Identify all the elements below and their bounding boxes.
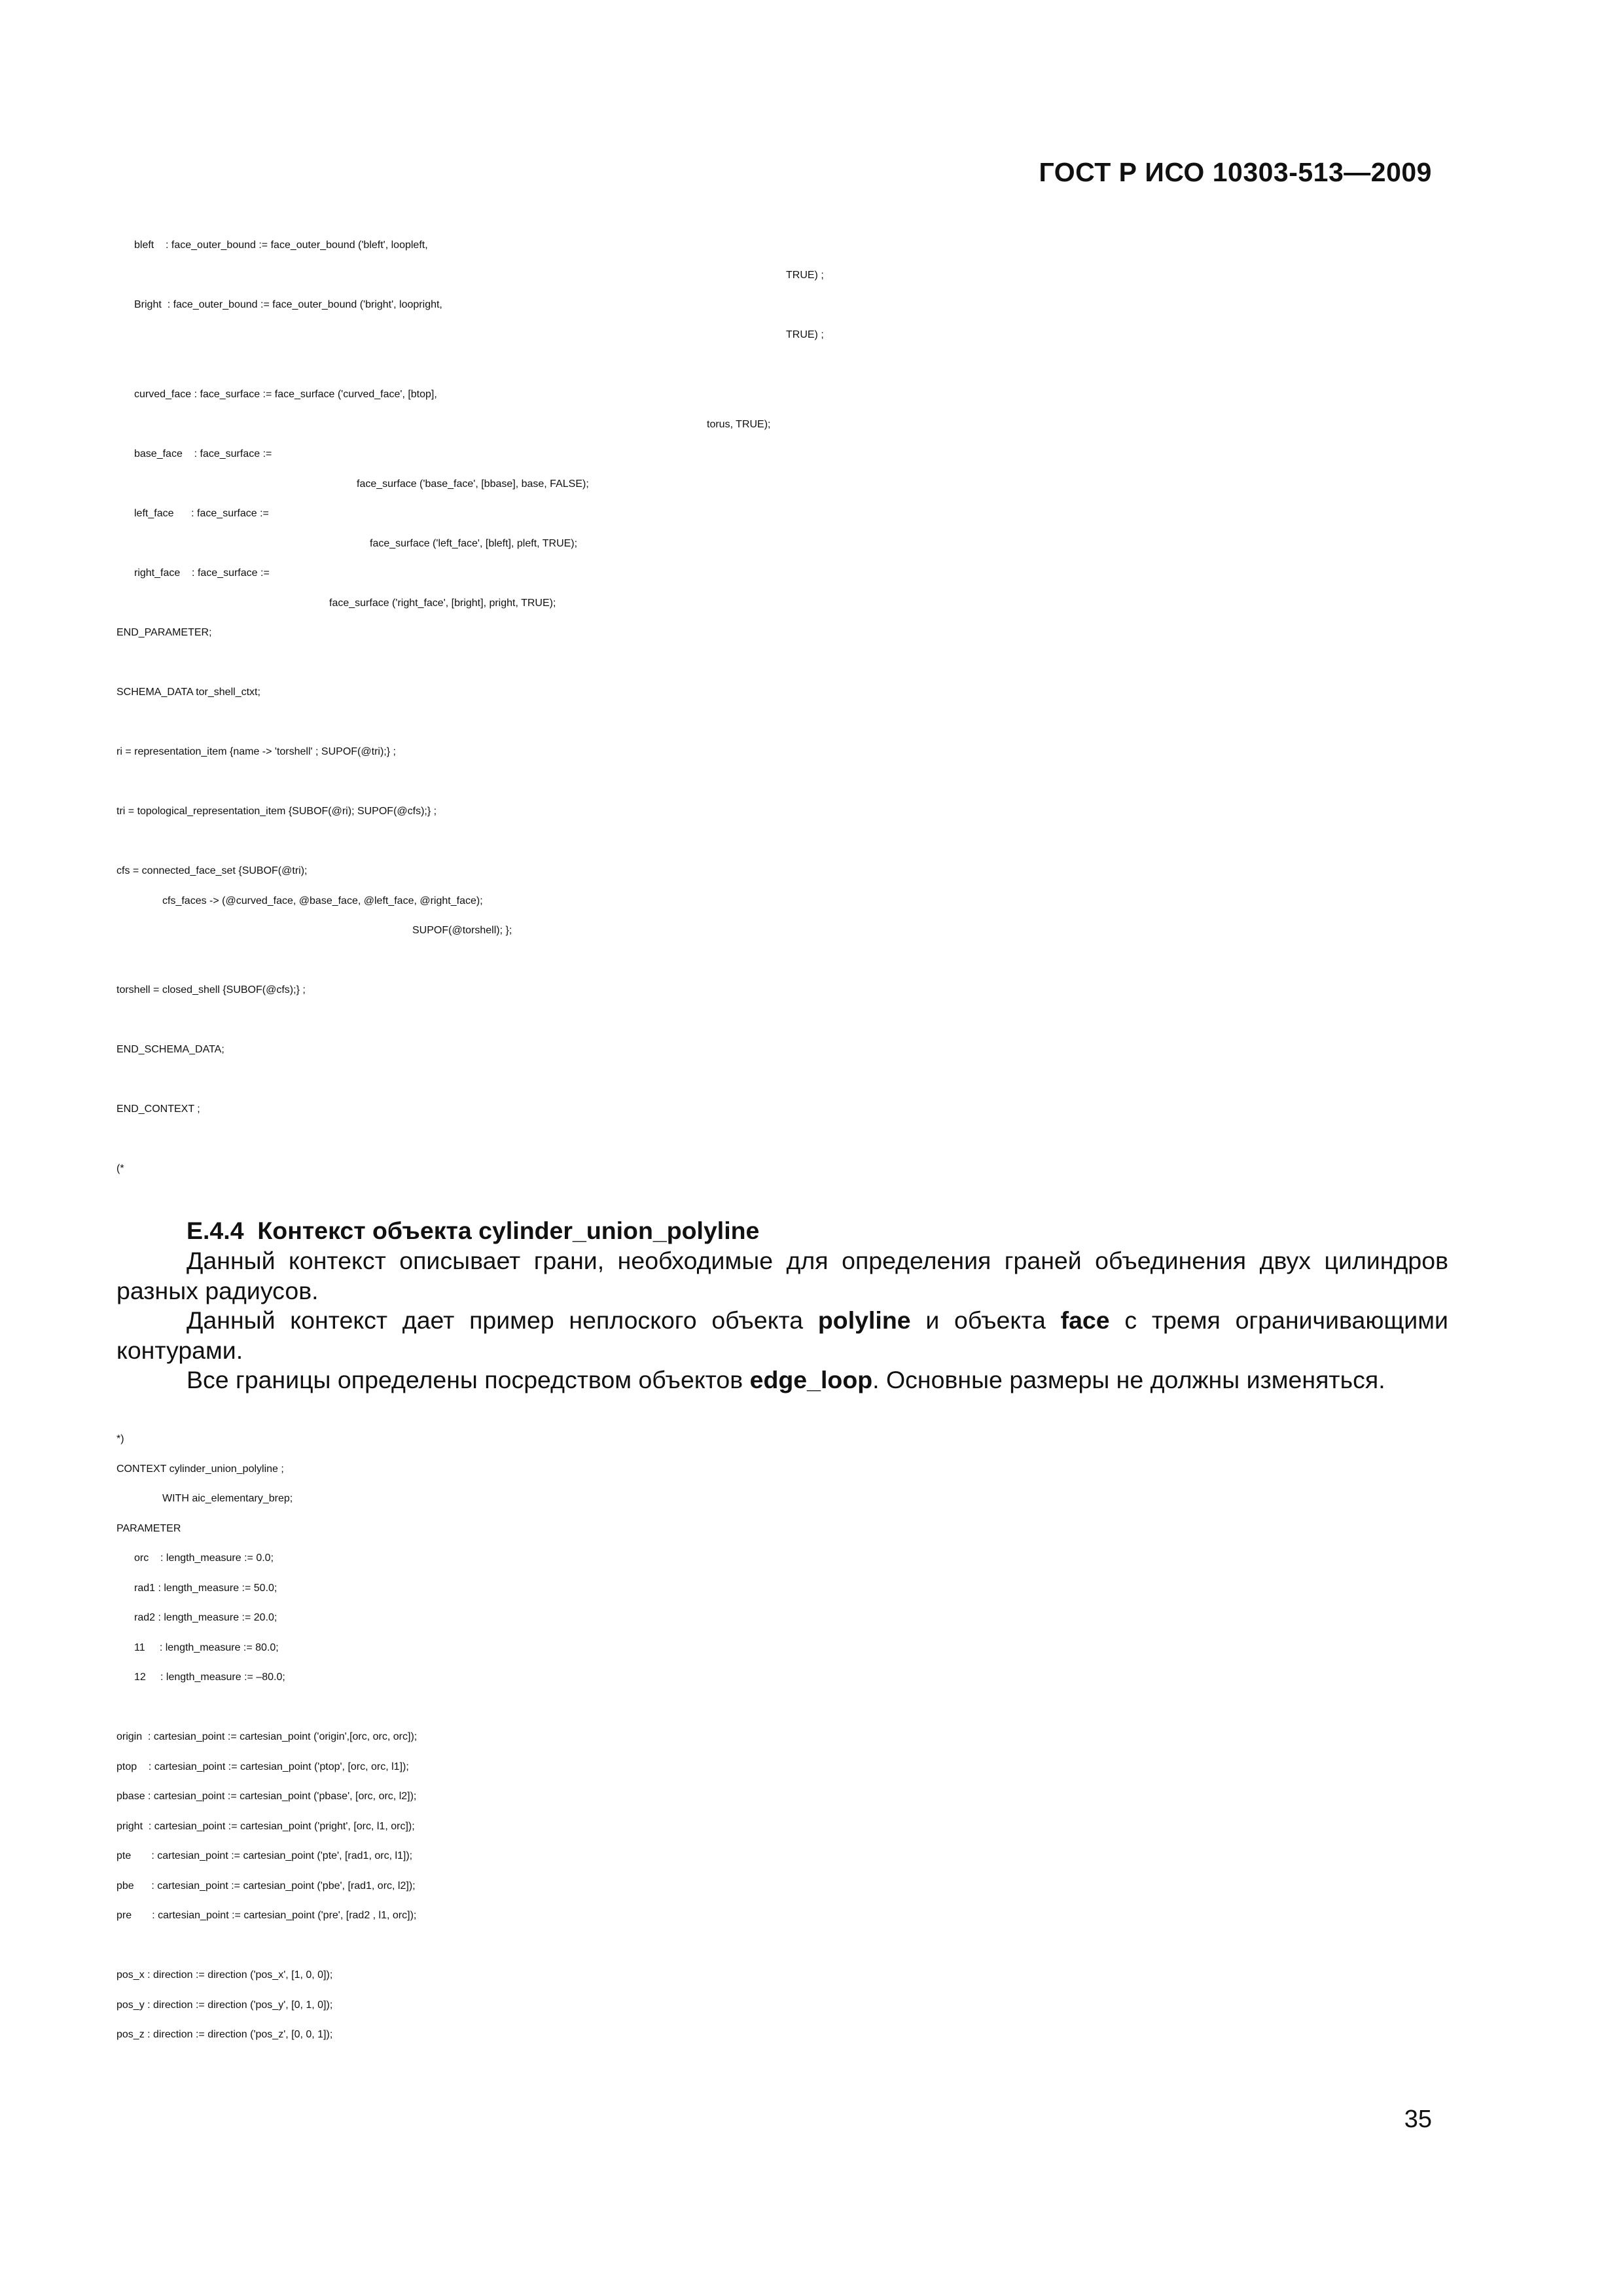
code-line: tri = topological_representation_item {SUBOF(@ri); SUPOF(@cfs);} ; bbox=[116, 806, 437, 817]
code-line: *) bbox=[116, 1433, 124, 1444]
paragraph-3-text-a: Все границы определены посредством объектов bbox=[187, 1366, 750, 1393]
code-line: 12 : length_measure := –80.0; bbox=[134, 1672, 285, 1683]
code-line: Bright : face_outer_bound := face_outer_bound ('bright', loopright, bbox=[134, 299, 442, 310]
polyline-term: polyline bbox=[817, 1306, 911, 1334]
code-line: WITH aic_elementary_brep; bbox=[162, 1493, 293, 1504]
code-line: PARAMETER bbox=[116, 1523, 181, 1534]
code-line: ptop : cartesian_point := cartesian_point ('ptop', [orc, orc, l1]); bbox=[116, 1761, 409, 1772]
code-line: SCHEMA_DATA tor_shell_ctxt; bbox=[116, 687, 260, 698]
code-line: pte : cartesian_point := cartesian_point ('pte', [rad1, orc, l1]); bbox=[116, 1850, 413, 1861]
code-line: pos_y : direction := direction ('pos_y', [0, 1, 0]); bbox=[116, 2000, 333, 2011]
paragraph-3 bbox=[116, 1365, 1448, 1395]
code-line: rad1 : length_measure := 50.0; bbox=[134, 1583, 277, 1594]
code-line: ri = representation_item {name -> 'torshell' ; SUPOF(@tri);} ; bbox=[116, 746, 396, 757]
code-line: cfs_faces -> (@curved_face, @base_face, @left_face, @right_face); bbox=[162, 895, 483, 906]
code-line: pbe : cartesian_point := cartesian_point ('pbe', [rad1, orc, l2]); bbox=[116, 1880, 416, 1892]
code-line: END_CONTEXT ; bbox=[116, 1103, 200, 1115]
paragraph-2 bbox=[116, 1305, 1448, 1365]
code-line: END_PARAMETER; bbox=[116, 627, 212, 638]
code-line: torus, TRUE); bbox=[707, 419, 771, 430]
face-term: face bbox=[1060, 1306, 1110, 1334]
code-line: pbase : cartesian_point := cartesian_point ('pbase', [orc, orc, l2]); bbox=[116, 1791, 417, 1802]
code-line: CONTEXT cylinder_union_polyline ; bbox=[116, 1463, 284, 1475]
code-line: pos_z : direction := direction ('pos_z', [0, 0, 1]); bbox=[116, 2029, 333, 2040]
code-line: bleft : face_outer_bound := face_outer_bound ('bleft', loopleft, bbox=[134, 240, 428, 251]
code-line: orc : length_measure := 0.0; bbox=[134, 1552, 274, 1564]
code-line: END_SCHEMA_DATA; bbox=[116, 1044, 224, 1055]
code-line: cfs = connected_face_set {SUBOF(@tri); bbox=[116, 865, 308, 876]
code-line: 11 : length_measure := 80.0; bbox=[134, 1642, 279, 1653]
paragraph-1: Данный контекст описывает грани, необходимые для определения граней объединения двух цилиндров разных радиусов. bbox=[116, 1247, 1448, 1304]
paragraph-2-text-a: Данный контекст дает пример неплоского объекта bbox=[187, 1306, 818, 1334]
code-line: face_surface ('base_face', [bbase], base, FALSE); bbox=[357, 478, 589, 490]
code-line: rad2 : length_measure := 20.0; bbox=[134, 1612, 277, 1623]
code-line: face_surface ('left_face', [bleft], pleft, TRUE); bbox=[370, 538, 578, 549]
document-header: ГОСТ Р ИСО 10303-513—2009 bbox=[1039, 157, 1432, 187]
code-line: TRUE) ; bbox=[786, 329, 824, 340]
code-line: torshell = closed_shell {SUBOF(@cfs);} ; bbox=[116, 984, 306, 996]
code-line: pright : cartesian_point := cartesian_point ('pright', [orc, l1, orc]); bbox=[116, 1821, 415, 1832]
code-line: pos_x : direction := direction ('pos_x', [1, 0, 0]); bbox=[116, 1969, 333, 1981]
paragraph-3-text-c: . Основные размеры не должны изменяться. bbox=[872, 1366, 1385, 1393]
code-line: base_face : face_surface := bbox=[134, 448, 272, 459]
section-heading: E.4.4 Контекст объекта cylinder_union_polyline bbox=[187, 1217, 760, 1244]
paragraph-2-text-c: и объекта bbox=[910, 1306, 1061, 1334]
edge-loop-term: edge_loop bbox=[749, 1366, 873, 1393]
code-line: left_face : face_surface := bbox=[134, 508, 269, 519]
paragraph-2-text-d: с тремя ограничивающими контурами. bbox=[116, 1306, 1448, 1364]
code-line: face_surface ('right_face', [bright], pright, TRUE); bbox=[329, 598, 556, 609]
code-line: right_face : face_surface := bbox=[134, 567, 270, 579]
code-line: (* bbox=[116, 1163, 124, 1174]
code-line: pre : cartesian_point := cartesian_point ('pre', [rad2 , l1, orc]); bbox=[116, 1910, 417, 1921]
code-line: curved_face : face_surface := face_surface ('curved_face', [btop], bbox=[134, 389, 437, 400]
code-line: origin : cartesian_point := cartesian_point ('origin',[orc, orc, orc]); bbox=[116, 1731, 418, 1742]
page-number: 35 bbox=[1404, 2106, 1432, 2133]
code-line: TRUE) ; bbox=[786, 270, 824, 281]
code-line: SUPOF(@torshell); }; bbox=[412, 925, 512, 936]
